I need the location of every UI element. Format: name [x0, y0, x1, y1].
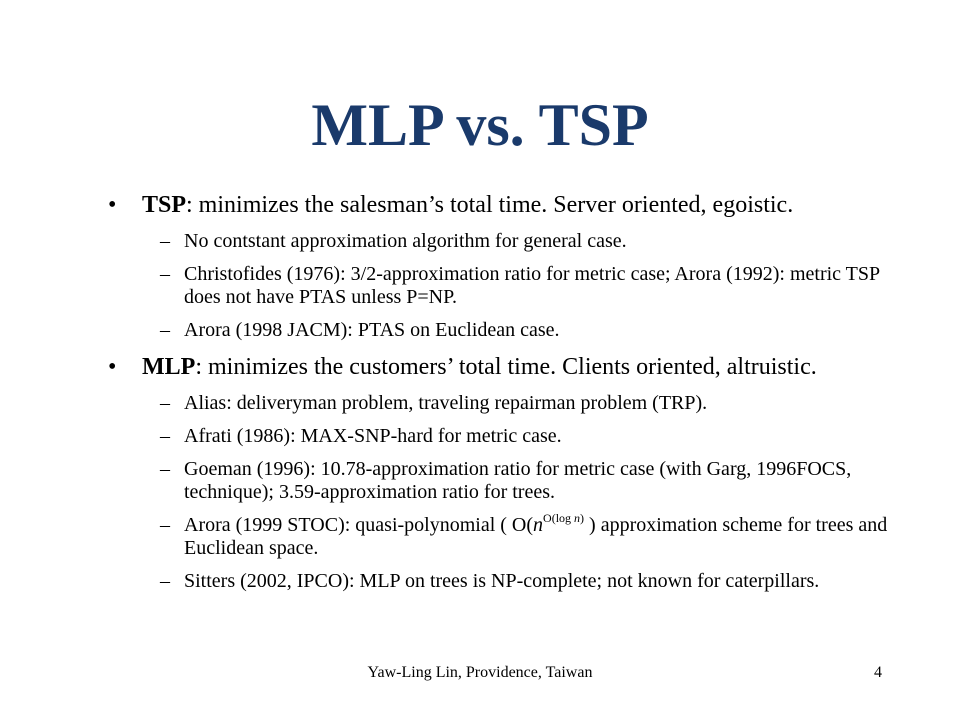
dash-icon: – [160, 263, 170, 285]
sub-bullet: – Christofides (1976): 3/2-approximation ratio for metric case; Arora (1992): metric TSP does not have PTAS unless P=NP. [160, 263, 880, 308]
sub-bullet: – Afrati (1986): MAX-SNP-hard for metric case. [160, 425, 562, 447]
sub-bullet-arora: – Arora (1999 STOC): quasi-polynomial ( $O(n^{O(log n)}$ ) approximation scheme for trees and Euclidean space. [160, 511, 888, 559]
bullet-label: TSP [142, 192, 187, 218]
dash-icon: – [160, 425, 170, 447]
sub-bullet: – Alias: deliveryman problem, traveling repairman problem (TRP). [160, 392, 708, 414]
dash-icon: – [160, 570, 170, 592]
bullet-text: : minimizes the salesman’s total time. Server oriented, egoistic. [186, 192, 794, 218]
dash-icon: – [160, 514, 170, 536]
complexity-exponent: O(log n) [543, 511, 585, 525]
bullet-mlp [108, 352, 916, 382]
bullet-dot-icon: • [108, 192, 117, 218]
dash-icon: – [160, 230, 170, 252]
page-number: 4 [874, 664, 882, 681]
dash-icon: – [160, 458, 170, 480]
footer-text: Yaw-Ling Lin, Providence, Taiwan [367, 664, 593, 681]
sub-bullet: – Goeman (1996): 10.78-approximation ratio for metric case (with Garg, 1996FOCS, technique); 3.59-approximation ratio for trees. [160, 458, 852, 503]
bullet-tsp [108, 190, 916, 220]
bullet-label: MLP [142, 354, 196, 380]
slide-title: MLP vs. TSP [311, 92, 649, 158]
dash-icon: – [160, 392, 170, 414]
dash-icon: – [160, 319, 170, 341]
bullet-text: : minimizes the customers’ total time. Clients oriented, altruistic. [195, 354, 817, 380]
sub-bullet: – Arora (1998 JACM): PTAS on Euclidean case. [160, 319, 560, 341]
sub-bullet: – Sitters (2002, IPCO): MLP on trees is NP-complete; not known for caterpillars. [160, 570, 820, 592]
sub-bullet: – No contstant approximation algorithm for general case. [160, 230, 627, 252]
bullet-dot-icon: • [108, 354, 117, 380]
bullet-list [108, 190, 916, 593]
